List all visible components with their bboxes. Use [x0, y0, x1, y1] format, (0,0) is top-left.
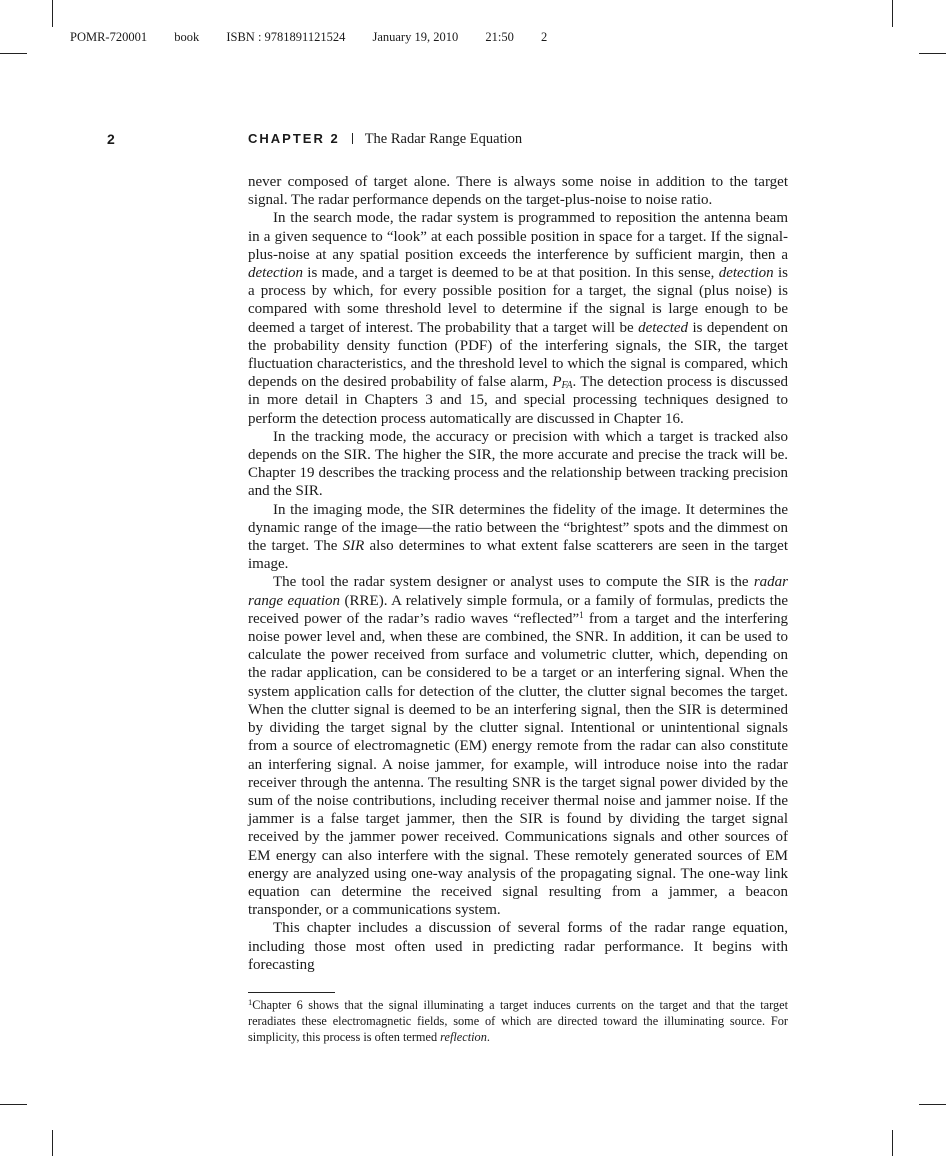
crop-mark-bottom-right-h: [919, 1104, 946, 1105]
p5-term-rre: radar range equation: [248, 574, 788, 609]
footnote-reference[interactable]: 1: [579, 609, 584, 620]
paragraph-1: never composed of target alone. There is always some noise in addition to the target signal. The radar performance depends on the target-plus-noise to noise ratio.: [248, 174, 788, 209]
crop-mark-bottom-left-v: [52, 1130, 53, 1156]
p2-text-e: is a process by which, for every possible position for a target, the signal (plus noise) is compared with some threshold level to determine if the signal is large enough to be deemed a target of interest. The probability that a target will be: [248, 265, 788, 336]
footnote-rule: [248, 992, 335, 993]
slug-isbn: ISBN : 9781891121524: [226, 30, 346, 44]
paragraph-3: In the tracking mode, the accuracy or precision with which a target is tracked also depends on the SIR. The higher the SIR, the more accurate and precise the track will be. Chapter 19 describes the tracking process and the relationship between tracking precision and the SIR.: [248, 428, 788, 500]
footnote-text: Chapter 6 shows that the signal illuminating a target induces currents on the target and that the target reradiates these electromagnetic fields, some of which are directed toward the illuminating source. For simplicity, this process is often termed: [248, 998, 788, 1044]
running-head-chapter: CHAPTER 2: [248, 131, 340, 146]
p2-text-g: is dependent on the probability density function (PDF) of the interfering signals, the SIR, the target fluctuation characteristics, and the threshold level to which the signal is compared, which depends on the desired probability of false alarm,: [248, 319, 788, 391]
p4-text-a: In the imaging mode, the SIR determines the fidelity of the image. It determines the dynamic range of the image—the ratio between the “brightest” spots and the dimmest on the target. The: [248, 501, 788, 555]
body-text: [248, 173, 788, 974]
crop-mark-bottom-left-h: [0, 1104, 27, 1105]
p4-text-c: also determines to what extent false scatterers are seen in the target image.: [248, 538, 788, 573]
crop-mark-bottom-right-v: [892, 1130, 893, 1156]
p2-term-detected: detected: [638, 319, 689, 336]
crop-mark-top-right-h: [919, 53, 946, 54]
p2-symbol-p: P: [552, 374, 562, 391]
crop-mark-top-right-v: [892, 0, 893, 27]
p2-symbol-fa: FA: [561, 380, 573, 392]
footnote: [248, 997, 788, 1045]
p5-text-c: (RRE). A relatively simple formula, or a family of formulas, predicts the received power of the radar’s radio waves “reflected”: [248, 592, 788, 627]
crop-mark-top-left-h: [0, 53, 27, 54]
slug-id: POMR-720001: [70, 30, 148, 44]
footnote-term-reflection: reflection: [440, 1030, 487, 1044]
running-head: [248, 131, 522, 148]
paragraph-6: This chapter includes a discussion of several forms of the radar range equation, including those most often used in predicting radar performance. It begins with forecasting: [248, 920, 788, 973]
footnote-end: .: [486, 1030, 490, 1044]
p4-term-sir: SIR: [342, 538, 365, 555]
slug-date: January 19, 2010: [372, 30, 459, 44]
paragraph-2: [248, 209, 788, 427]
running-head-title: The Radar Range Equation: [364, 131, 523, 147]
slug-type: book: [174, 30, 200, 44]
p2-term-detection-2: detection: [718, 265, 774, 282]
crop-mark-top-left-v: [52, 0, 53, 27]
paragraph-5: [248, 573, 788, 919]
printer-slug-line: [70, 30, 571, 45]
p5-text-d: from a target and the interfering noise power level and, when these are combined, the SNR. In addition, it can be used to calculate the power received from surface and volumetric clutter, which, depending on the radar application, can be considered to be a target or an interfering signal. When the system application calls for detection of the clutter, the clutter signal becomes the target. When the clutter signal is deemed to be an interfering signal, then the SIR is determined by dividing the target signal by the clutter signal. Intentional or unintentional signals from a source of electromagnetic (EM) energy remote from the radar can also constitute an interfering signal. A noise jammer, for example, will introduce noise into the radar receiver through the antenna. The resulting SNR is the target signal power divided by the sum of the noise contributions, including receiver thermal noise and jammer noise. If the jammer is a false target jammer, then the SIR is found by dividing the target signal received by the jammer power received. Communications signals and other sources of EM energy can also interfere with the signal. These remotely generated sources of EM energy are analyzed using one-way analysis of the propagating signal. The one-way link equation can determine the received signal resulting from a jammer, a beacon transponder, or a communications system.: [248, 610, 789, 919]
paragraph-4: [248, 501, 788, 574]
page-number: 2: [107, 131, 115, 147]
p2-text-h: . The detection process is discussed in more detail in Chapters 3 and 15, and special processing techniques designed to perform the detection process automatically are discussed in Chapter 16.: [248, 374, 788, 427]
running-head-divider: [352, 133, 353, 144]
p2-text-a: In the search mode, the radar system is programmed to reposition the antenna beam in a given sequence to “look” at each possible position in space for a target. If the signal-plus-noise at any spatial position exceeds the interference by sufficient margin, then a: [248, 210, 788, 263]
p5-text-a: The tool the radar system designer or analyst uses to compute the SIR is the: [273, 574, 754, 591]
slug-page: 2: [540, 30, 548, 44]
p2-text-c: is made, and a target is deemed to be at that position. In this sense,: [302, 265, 719, 282]
p2-term-detection: detection: [248, 265, 303, 282]
footnote-mark: 1: [248, 997, 253, 1007]
slug-time: 21:50: [485, 30, 514, 44]
